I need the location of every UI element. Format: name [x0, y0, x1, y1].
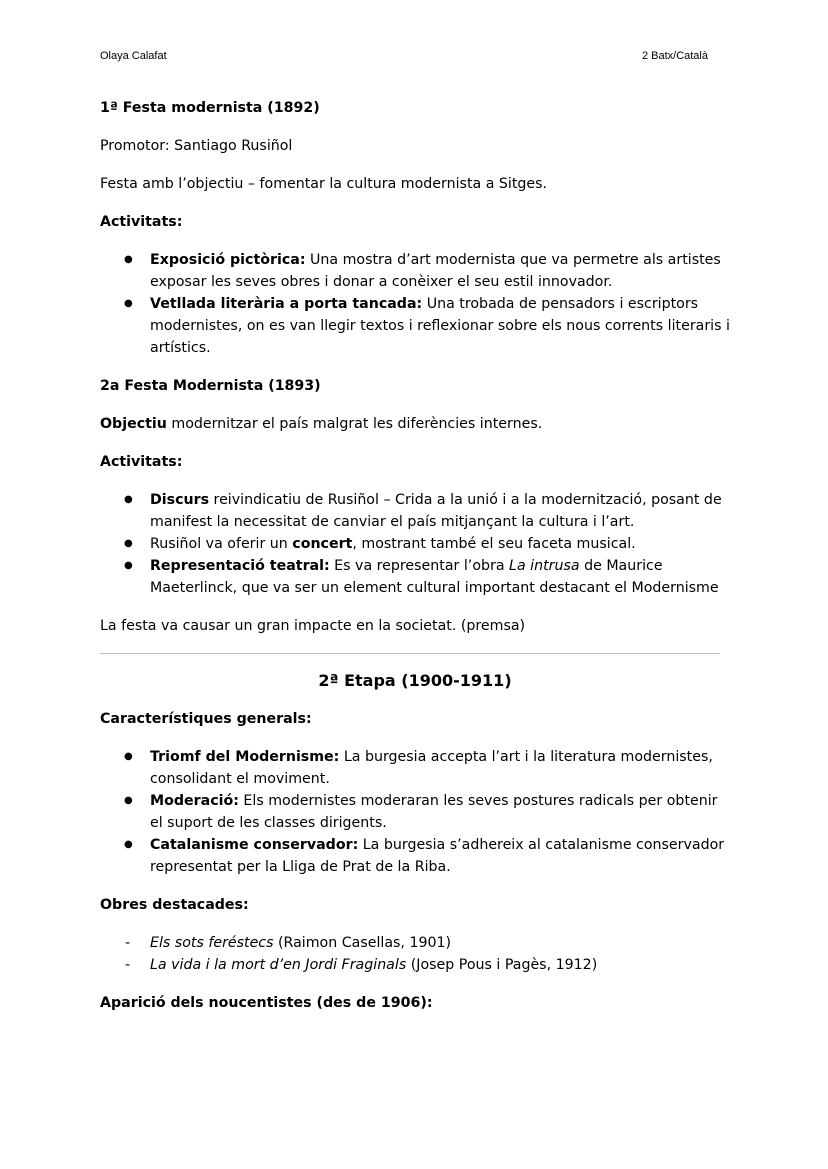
page-header: [100, 50, 708, 62]
list-item: - Els sots feréstecs (Raimon Casellas, 1901): [150, 932, 730, 954]
list-item: ● Vetllada literària a porta tancada: Una trobada de pensadors i escriptors modernistes, on es van llegir textos i reflexionar sobre els nous corrents literaris i artístics.: [150, 293, 730, 359]
festa2-title: 2a Festa Modernista (1893): [100, 378, 321, 394]
festa1-activitats-list: [100, 249, 730, 359]
list-item: - La vida i la mort d’en Jordi Fraginals (Josep Pous i Pagès, 1912): [150, 954, 730, 976]
festa1-title: 1ª Festa modernista (1892): [100, 100, 320, 116]
etapa2-noucentistes-label: Aparició dels noucentistes (des de 1906):: [100, 995, 433, 1011]
etapa2-caract-list: [100, 746, 730, 878]
etapa2-obres-list: [100, 932, 730, 976]
festa2-activitats-list: [100, 489, 730, 599]
course-label: 2 Batx/Català: [641, 50, 708, 62]
etapa2-obres-label: Obres destacades:: [100, 897, 249, 913]
list-item: ● Rusiñol va oferir un concert, mostrant també el seu faceta musical.: [150, 533, 730, 555]
festa2-objectiu: Objectiu modernitzar el país malgrat les diferències internes.: [100, 416, 543, 432]
festa2-activitats-label: Activitats:: [100, 454, 183, 470]
list-item: ● Exposició pictòrica: Una mostra d’art modernista que va permetre als artistes exposar les seves obres i donar a conèixer el seu estil innovador.: [150, 249, 730, 293]
section-divider: [100, 653, 720, 654]
list-item: ● Triomf del Modernisme: La burgesia accepta l’art i la literatura modernistes, consolidant el moviment.: [150, 746, 730, 790]
festa1-promotor: Promotor: Santiago Rusiñol: [100, 138, 293, 154]
list-item: ● Catalanisme conservador: La burgesia s’adhereix al catalanisme conservador representat per la Lliga de Prat de la Riba.: [150, 834, 730, 878]
festa2-impacte: La festa va causar un gran impacte en la societat. (premsa): [100, 618, 526, 634]
etapa2-title: 2ª Etapa (1900-1911): [318, 671, 512, 690]
festa1-activitats-label: Activitats:: [100, 214, 183, 230]
document-body: [100, 97, 730, 1030]
list-item: ● Representació teatral: Es va representar l’obra La intrusa de Maurice Maeterlinck, que va ser un element cultural important destacant el Modernisme: [150, 555, 730, 599]
author-name: Olaya Calafat: [100, 50, 167, 62]
etapa2-caract-label: Característiques generals:: [100, 711, 312, 727]
list-item: ● Moderació: Els modernistes moderaran les seves postures radicals per obtenir el suport de les classes dirigents.: [150, 790, 730, 834]
festa1-objectiu: Festa amb l’objectiu – fomentar la cultura modernista a Sitges.: [100, 176, 548, 192]
list-item: ● Discurs reivindicatiu de Rusiñol – Crida a la unió i a la modernització, posant de manifest la necessitat de canviar el país mitjançant la cultura i l’art.: [150, 489, 730, 533]
